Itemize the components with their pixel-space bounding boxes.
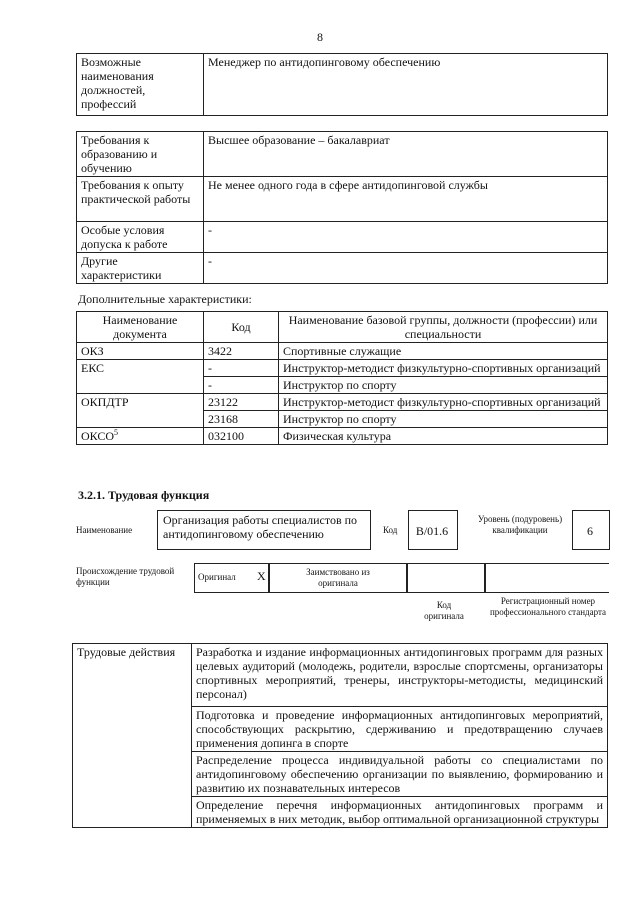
requirements-table	[76, 131, 608, 284]
actions-label: Трудовые действия	[73, 644, 192, 828]
origin-original-mark: X	[257, 569, 266, 583]
section-title: 3.2.1. Трудовая функция	[78, 488, 210, 502]
req-label: Особые условия допуска к работе	[77, 222, 204, 253]
footnote-mark: 5	[114, 428, 119, 437]
req-value: Не менее одного года в сфере антидопинговой службы	[204, 177, 608, 222]
add-code: -	[204, 377, 279, 394]
action-item: Подготовка и проведение информационных антидопинговых мероприятий, способствующих раскрытию, сдерживанию и предотвращению случаев применения допинга в спорте	[192, 707, 608, 752]
add-code: 23122	[204, 394, 279, 411]
positions-table	[76, 53, 608, 116]
additional-heading: Дополнительные характеристики:	[78, 292, 252, 306]
function-code-value: B/01.6	[415, 524, 449, 538]
origin-code-box	[406, 563, 486, 593]
add-code: 23168	[204, 411, 279, 428]
req-value: -	[204, 222, 608, 253]
add-header-name: Наименование базовой группы, должности (профессии) или специальности	[279, 312, 608, 343]
add-name: Инструктор-методист физкультурно-спортивных организаций	[279, 394, 608, 411]
function-name-value: Организация работы специалистов по антидопинговому обеспечению	[163, 513, 358, 541]
add-code: 032100	[204, 428, 279, 445]
add-name: Спортивные служащие	[279, 343, 608, 360]
req-label: Требования к образованию и обучению	[77, 132, 204, 177]
req-value: Высшее образование – бакалавриат	[204, 132, 608, 177]
add-doc: ЕКС	[77, 360, 204, 394]
add-doc-text: ОКСО	[81, 429, 115, 443]
code-original-label: Код оригинала	[424, 600, 464, 621]
reg-number-label: Регистрационный номер профессионального стандарта	[489, 596, 607, 617]
function-level-label: Уровень (подуровень) квалификации	[477, 514, 563, 535]
add-name: Инструктор-методист физкультурно-спортивных организаций	[279, 360, 608, 377]
add-code: 3422	[204, 343, 279, 360]
actions-table	[72, 643, 608, 828]
action-item: Распределение процесса индивидуальной работы со специалистами по антидопинговому обеспечению организации по выявлению, формированию и развитию их познавательных интересов	[192, 752, 608, 797]
req-label: Требования к опыту практической работы	[77, 177, 204, 222]
page-number: 8	[317, 30, 323, 44]
function-level-value: 6	[587, 524, 593, 538]
action-item: Определение перечня информационных антидопинговых программ и применяемых в них методик, выбор оптимальной организационной структуры	[192, 797, 608, 828]
add-name: Инструктор по спорту	[279, 377, 608, 394]
origin-original-label: Оригинал	[198, 572, 236, 582]
origin-borrowed-label: Заимствовано из оригинала	[306, 567, 370, 588]
req-label: Другие характеристики	[77, 253, 204, 284]
add-header-code: Код	[204, 312, 279, 343]
add-code: -	[204, 360, 279, 377]
function-name-label: Наименование	[76, 525, 133, 535]
positions-value: Менеджер по антидопинговому обеспечению	[204, 54, 608, 116]
action-item: Разработка и издание информационных антидопинговых программ для разных целевых аудиторий (молодежь, родители, взрослые спортсмены, организаторы спортивных мероприятий, тренеры, инструкторы-методисты, медицинский персонал)	[192, 644, 608, 707]
add-doc: ОКПДТР	[77, 394, 204, 428]
req-value: -	[204, 253, 608, 284]
origin-label: Происхождение трудовой функции	[76, 566, 175, 587]
positions-label: Возможные наименования должностей, профессий	[77, 54, 204, 116]
add-name: Инструктор по спорту	[279, 411, 608, 428]
function-code-label: Код	[383, 525, 398, 535]
add-header-doc: Наименование документа	[77, 312, 204, 343]
add-name: Физическая культура	[279, 428, 608, 445]
origin-reg-box	[484, 563, 609, 593]
add-doc: ОКЗ	[77, 343, 204, 360]
add-doc	[77, 428, 204, 445]
additional-table	[76, 311, 608, 445]
